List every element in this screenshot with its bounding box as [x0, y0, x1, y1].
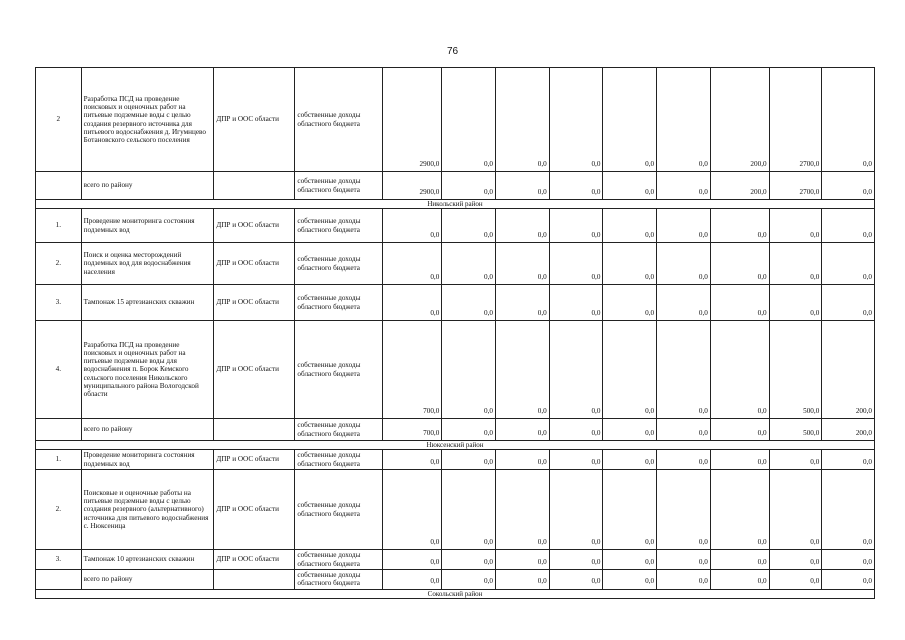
value-cell: 200,0 — [822, 321, 875, 419]
district-header-row — [36, 589, 875, 598]
table-row — [36, 550, 875, 570]
funding-source: собственные доходы областного бюджета — [295, 419, 382, 441]
value-cell: 0,0 — [496, 570, 550, 590]
value-cell: 0,0 — [442, 550, 496, 570]
value-cell: 0,0 — [822, 172, 875, 200]
row-number: 2. — [36, 243, 82, 285]
measure-name: Поисковые и оценочные работы на питьевые подземные воды с целью создания резервного (альтернативного) источника для питьевого водоснабжения с. Нюксеница — [81, 470, 214, 550]
total-row — [36, 172, 875, 200]
row-number: 2. — [36, 470, 82, 550]
value-cell: 0,0 — [496, 450, 550, 470]
table-row — [36, 243, 875, 285]
value-cell: 0,0 — [710, 470, 769, 550]
value-cell: 0,0 — [603, 285, 657, 321]
value-cell: 0,0 — [382, 285, 442, 321]
table-row — [36, 321, 875, 419]
value-cell: 0,0 — [496, 172, 550, 200]
value-cell: 0,0 — [657, 68, 711, 172]
value-cell: 0,0 — [496, 470, 550, 550]
value-cell: 0,0 — [549, 419, 603, 441]
funding-source: собственные доходы областного бюджета — [295, 172, 382, 200]
value-cell: 0,0 — [496, 321, 550, 419]
row-number: 1. — [36, 450, 82, 470]
value-cell: 700,0 — [382, 419, 442, 441]
total-row — [36, 570, 875, 590]
value-cell: 0,0 — [710, 450, 769, 470]
measure-name: Проведение мониторинга состояния подземных вод — [81, 450, 214, 470]
district-header-row — [36, 200, 875, 209]
value-cell: 0,0 — [657, 550, 711, 570]
value-cell: 0,0 — [769, 243, 822, 285]
value-cell: 0,0 — [549, 68, 603, 172]
value-cell: 0,0 — [822, 450, 875, 470]
value-cell: 0,0 — [710, 209, 769, 243]
value-cell: 0,0 — [442, 285, 496, 321]
value-cell: 0,0 — [710, 550, 769, 570]
funding-source: собственные доходы областного бюджета — [295, 470, 382, 550]
value-cell: 0,0 — [442, 419, 496, 441]
value-cell: 200,0 — [710, 68, 769, 172]
executor: ДПР и ООС области — [214, 321, 295, 419]
value-cell: 2700,0 — [769, 68, 822, 172]
value-cell: 0,0 — [657, 321, 711, 419]
table-row — [36, 68, 875, 172]
value-cell: 0,0 — [603, 450, 657, 470]
value-cell: 200,0 — [710, 172, 769, 200]
value-cell: 0,0 — [822, 570, 875, 590]
district-title: Никольский район — [36, 200, 875, 209]
value-cell: 0,0 — [657, 285, 711, 321]
value-cell: 0,0 — [710, 285, 769, 321]
value-cell: 2900,0 — [382, 172, 442, 200]
value-cell: 0,0 — [382, 470, 442, 550]
funding-source: собственные доходы областного бюджета — [295, 209, 382, 243]
value-cell: 0,0 — [769, 470, 822, 550]
value-cell: 0,0 — [549, 172, 603, 200]
value-cell: 0,0 — [710, 243, 769, 285]
value-cell: 0,0 — [657, 450, 711, 470]
value-cell: 0,0 — [710, 419, 769, 441]
row-number: 2 — [36, 68, 82, 172]
value-cell: 0,0 — [382, 209, 442, 243]
district-header-row — [36, 441, 875, 450]
value-cell: 500,0 — [769, 321, 822, 419]
measure-name: Разработка ПСД на проведение поисковых и оценочных работ на питьевые подземные воды с целью создания резервного источника для питьевого водоснабжения д. Игумнцево Ботановского сельского поселения — [81, 68, 214, 172]
value-cell: 200,0 — [822, 419, 875, 441]
funding-source: собственные доходы областного бюджета — [295, 570, 382, 590]
value-cell: 0,0 — [657, 172, 711, 200]
value-cell: 500,0 — [769, 419, 822, 441]
measure-name: Поиск и оценка месторождений подземных вод для водоснабжения населения — [81, 243, 214, 285]
executor: ДПР и ООС области — [214, 550, 295, 570]
value-cell: 0,0 — [382, 570, 442, 590]
value-cell: 0,0 — [496, 419, 550, 441]
value-cell: 0,0 — [822, 68, 875, 172]
executor: ДПР и ООС области — [214, 209, 295, 243]
value-cell: 0,0 — [657, 419, 711, 441]
funding-source: собственные доходы областного бюджета — [295, 450, 382, 470]
table-row — [36, 209, 875, 243]
table-row — [36, 285, 875, 321]
value-cell: 0,0 — [442, 243, 496, 285]
value-cell: 0,0 — [496, 243, 550, 285]
value-cell: 0,0 — [710, 570, 769, 590]
value-cell: 0,0 — [603, 419, 657, 441]
page-number: 76 — [446, 46, 459, 57]
funding-source: собственные доходы областного бюджета — [295, 243, 382, 285]
value-cell: 0,0 — [442, 321, 496, 419]
row-number: 4. — [36, 321, 82, 419]
value-cell: 0,0 — [822, 209, 875, 243]
value-cell: 0,0 — [603, 470, 657, 550]
value-cell: 0,0 — [549, 285, 603, 321]
value-cell: 0,0 — [603, 243, 657, 285]
value-cell: 0,0 — [657, 243, 711, 285]
value-cell: 0,0 — [382, 550, 442, 570]
total-label: всего по району — [81, 570, 214, 590]
value-cell: 0,0 — [549, 321, 603, 419]
value-cell: 0,0 — [603, 209, 657, 243]
executor: ДПР и ООС области — [214, 285, 295, 321]
executor — [214, 172, 295, 200]
value-cell: 0,0 — [442, 450, 496, 470]
value-cell: 0,0 — [822, 285, 875, 321]
table-row — [36, 450, 875, 470]
value-cell: 0,0 — [769, 450, 822, 470]
executor: ДПР и ООС области — [214, 450, 295, 470]
budget-table — [35, 67, 875, 599]
value-cell: 0,0 — [603, 321, 657, 419]
executor: ДПР и ООС области — [214, 243, 295, 285]
value-cell: 0,0 — [657, 209, 711, 243]
row-number — [36, 419, 82, 441]
value-cell: 0,0 — [822, 243, 875, 285]
value-cell: 0,0 — [603, 570, 657, 590]
value-cell: 0,0 — [496, 209, 550, 243]
value-cell: 0,0 — [710, 321, 769, 419]
value-cell: 0,0 — [822, 550, 875, 570]
value-cell: 0,0 — [549, 209, 603, 243]
row-number: 1. — [36, 209, 82, 243]
value-cell: 0,0 — [496, 285, 550, 321]
value-cell: 0,0 — [442, 470, 496, 550]
value-cell: 700,0 — [382, 321, 442, 419]
value-cell: 0,0 — [382, 450, 442, 470]
measure-name: Тампонаж 10 артезианских скважин — [81, 550, 214, 570]
table-row — [36, 470, 875, 550]
row-number: 3. — [36, 550, 82, 570]
value-cell: 0,0 — [603, 550, 657, 570]
value-cell: 2900,0 — [382, 68, 442, 172]
value-cell: 0,0 — [496, 68, 550, 172]
funding-source: собственные доходы областного бюджета — [295, 321, 382, 419]
value-cell: 0,0 — [549, 550, 603, 570]
executor: ДПР и ООС области — [214, 68, 295, 172]
value-cell: 0,0 — [603, 172, 657, 200]
funding-source: собственные доходы областного бюджета — [295, 285, 382, 321]
value-cell: 0,0 — [657, 570, 711, 590]
value-cell: 0,0 — [769, 550, 822, 570]
value-cell: 2700,0 — [769, 172, 822, 200]
executor — [214, 419, 295, 441]
value-cell: 0,0 — [549, 470, 603, 550]
value-cell: 0,0 — [496, 550, 550, 570]
row-number — [36, 172, 82, 200]
total-row — [36, 419, 875, 441]
row-number: 3. — [36, 285, 82, 321]
value-cell: 0,0 — [822, 470, 875, 550]
value-cell: 0,0 — [442, 209, 496, 243]
total-label: всего по району — [81, 172, 214, 200]
value-cell: 0,0 — [603, 68, 657, 172]
value-cell: 0,0 — [769, 285, 822, 321]
row-number — [36, 570, 82, 590]
value-cell: 0,0 — [549, 450, 603, 470]
measure-name: Проведение мониторинга состояния подземных вод — [81, 209, 214, 243]
value-cell: 0,0 — [549, 243, 603, 285]
funding-source: собственные доходы областного бюджета — [295, 68, 382, 172]
executor: ДПР и ООС области — [214, 470, 295, 550]
total-label: всего по району — [81, 419, 214, 441]
value-cell: 0,0 — [442, 68, 496, 172]
executor — [214, 570, 295, 590]
value-cell: 0,0 — [442, 570, 496, 590]
value-cell: 0,0 — [657, 470, 711, 550]
district-title: Нюксенский район — [36, 441, 875, 450]
measure-name: Разработка ПСД на проведение поисковых и оценочных работ на питьевые подземные воды для водоснабжения п. Борок Кемского сельского поселения Никольского муниципального района Вологодской области — [81, 321, 214, 419]
value-cell: 0,0 — [769, 209, 822, 243]
value-cell: 0,0 — [549, 570, 603, 590]
value-cell: 0,0 — [382, 243, 442, 285]
value-cell: 0,0 — [442, 172, 496, 200]
district-title: Сокольский район — [36, 589, 875, 598]
value-cell: 0,0 — [769, 570, 822, 590]
measure-name: Тампонаж 15 артезианских скважин — [81, 285, 214, 321]
funding-source: собственные доходы областного бюджета — [295, 550, 382, 570]
